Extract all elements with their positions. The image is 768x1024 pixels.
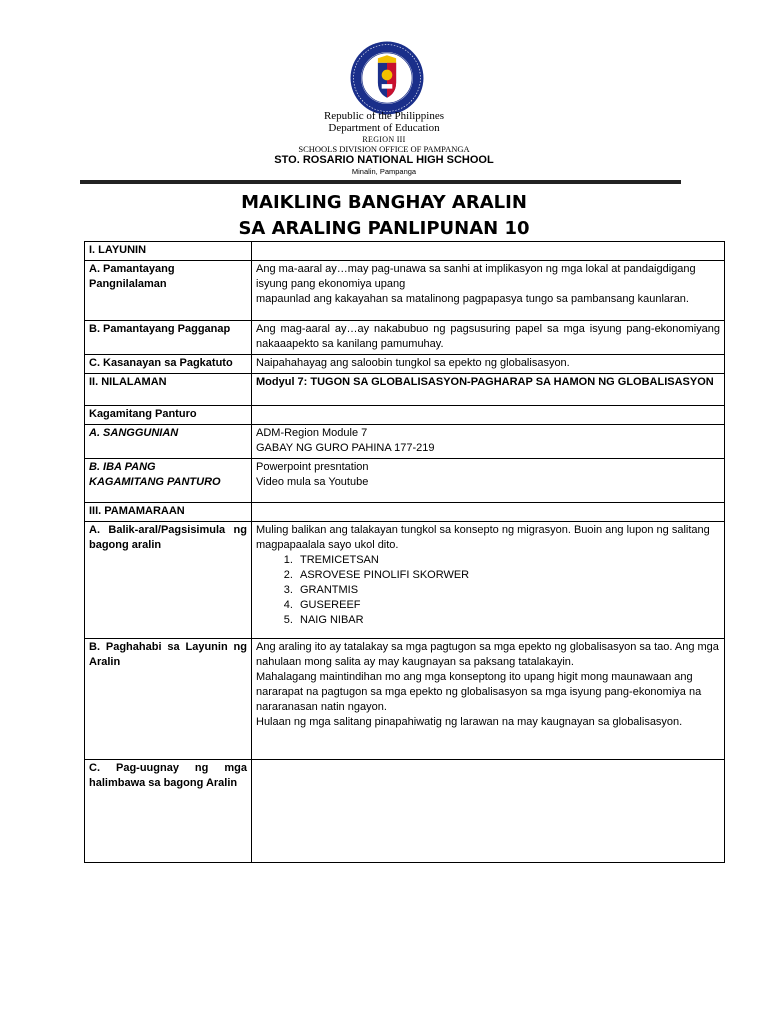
header-divider — [80, 180, 681, 184]
table-row — [85, 639, 725, 760]
paghahabi-paragraph-3: Hulaan ng mga salitang pinapahiwatig ng larawan na may kaugnayan sa globalisasyon. — [256, 716, 683, 728]
row-value-iba-pang — [252, 459, 725, 503]
row-label-nilalaman: II. NILALAMAN — [85, 374, 252, 406]
table-row — [85, 522, 725, 639]
list-item: 4. GUSEREEF — [296, 598, 720, 613]
table-row — [85, 321, 725, 355]
table-row — [85, 242, 725, 261]
document-title-line2: SA ARALING PANLIPUNAN 10 — [238, 218, 530, 239]
table-row — [85, 760, 725, 863]
iba-pang-label-1: B. IBA PANG — [89, 461, 156, 473]
lesson-plan-table — [84, 241, 725, 863]
pamantayang-pangnilalaman-text-2: mapaunlad ang kakayahan sa matalinong pagpapasya tungo sa pambansang kaunlaran. — [256, 293, 689, 305]
row-value-kagamitan — [252, 406, 725, 425]
row-value-pag-uugnay — [252, 760, 725, 863]
row-label-iba-pang — [85, 459, 252, 503]
sanggunian-line-2: GABAY NG GURO PAHINA 177-219 — [256, 442, 435, 454]
header-division: SCHOOLS DIVISION OFFICE OF PAMPANGA — [298, 144, 470, 154]
row-label-paghahabi: B. Paghahabi sa Layunin ng Aralin — [85, 639, 252, 760]
deped-seal-logo — [349, 40, 425, 116]
pamantayang-pangnilalaman-text-1: Ang ma-aaral ay…may pag-unawa sa sanhi at implikasyon ng mga lokal at pandaigdigang isyung pang ekonomiya upang — [256, 263, 696, 290]
header-republic: Republic of the Philippines — [323, 110, 445, 122]
paghahabi-paragraph-1: Ang araling ito ay tatalakay sa mga pagtugon sa mga epekto ng globalisasyon sa tao. Ang mga nahulaan mong salita ay may kaugnayan sa paksang tatalakayin. — [256, 641, 719, 668]
row-value-nilalaman: Modyul 7: TUGON SA GLOBALISASYON-PAGHARAP SA HAMON NG GLOBALISASYON — [252, 374, 725, 406]
row-label-balik-aral: A. Balik-aral/Pagsisimula ng bagong aralin — [85, 522, 252, 639]
document-title-line1: MAIKLING BANGHAY ARALIN — [241, 192, 527, 213]
row-value-pamantayang-pagganap: Ang mag-aaral ay…ay nakabubuo ng pagsusuring papel sa mga isyung pang-ekonomiyang nakaaapekto sa kanilang pamumuhay. — [252, 321, 725, 355]
table-row — [85, 261, 725, 321]
table-row — [85, 459, 725, 503]
iba-pang-label-2: KAGAMITANG PANTURO — [89, 476, 221, 488]
table-row — [85, 425, 725, 459]
paghahabi-paragraph-2: Mahalagang maintindihan mo ang mga konseptong ito upang higit mong maunawaan ang nararapat na pagtugon sa mga epekto ng globalisasyon sa mga isyung pang-ekonomiya na nararanasan natin ngayon. — [256, 671, 702, 713]
header-school: STO. ROSARIO NATIONAL HIGH SCHOOL — [274, 154, 494, 166]
jumbled-word-list — [256, 553, 720, 628]
list-item: 5. NAIG NIBAR — [296, 613, 720, 628]
table-row — [85, 355, 725, 374]
table-row — [85, 503, 725, 522]
header-region: REGION III — [362, 135, 406, 144]
row-label-pamamaraan: III. PAMAMARAAN — [85, 503, 252, 522]
row-value-balik-aral — [252, 522, 725, 639]
iba-pang-line-1: Powerpoint presntation — [256, 461, 369, 473]
table-row — [85, 374, 725, 406]
row-label-pamantayang-pangnilalaman: A. Pamantayang Pangnilalaman — [85, 261, 252, 321]
iba-pang-line-2: Video mula sa Youtube — [256, 476, 369, 488]
sanggunian-line-1: ADM-Region Module 7 — [256, 427, 368, 439]
row-value-layunin — [252, 242, 725, 261]
balik-aral-intro: Muling balikan ang talakayan tungkol sa konsepto ng migrasyon. Buoin ang lupon ng salitang magpapaalala sayo ukol dito. — [256, 524, 710, 551]
row-label-pamantayang-pagganap: B. Pamantayang Pagganap — [85, 321, 252, 355]
row-value-paghahabi — [252, 639, 725, 760]
header-department: Department of Education — [328, 122, 440, 134]
list-item: 2. ASROVESE PINOLIFI SKORWER — [296, 568, 720, 583]
header-location: Minalin, Pampanga — [351, 167, 417, 176]
row-value-pamamaraan — [252, 503, 725, 522]
table-row — [85, 406, 725, 425]
row-label-sanggunian: A. SANGGUNIAN — [85, 425, 252, 459]
row-value-kasanayan: Naipahahayag ang saloobin tungkol sa epekto ng globalisasyon. — [252, 355, 725, 374]
list-item: 3. GRANTMIS — [296, 583, 720, 598]
row-label-kasanayan: C. Kasanayan sa Pagkatuto — [85, 355, 252, 374]
row-label-kagamitan: Kagamitang Panturo — [85, 406, 252, 425]
list-item: 1. TREMICETSAN — [296, 553, 720, 568]
row-value-sanggunian — [252, 425, 725, 459]
row-label-pag-uugnay: C. Pag-uugnay ng mga halimbawa sa bagong Aralin — [85, 760, 252, 863]
row-value-pamantayang-pangnilalaman — [252, 261, 725, 321]
row-label-layunin: I. LAYUNIN — [85, 242, 252, 261]
